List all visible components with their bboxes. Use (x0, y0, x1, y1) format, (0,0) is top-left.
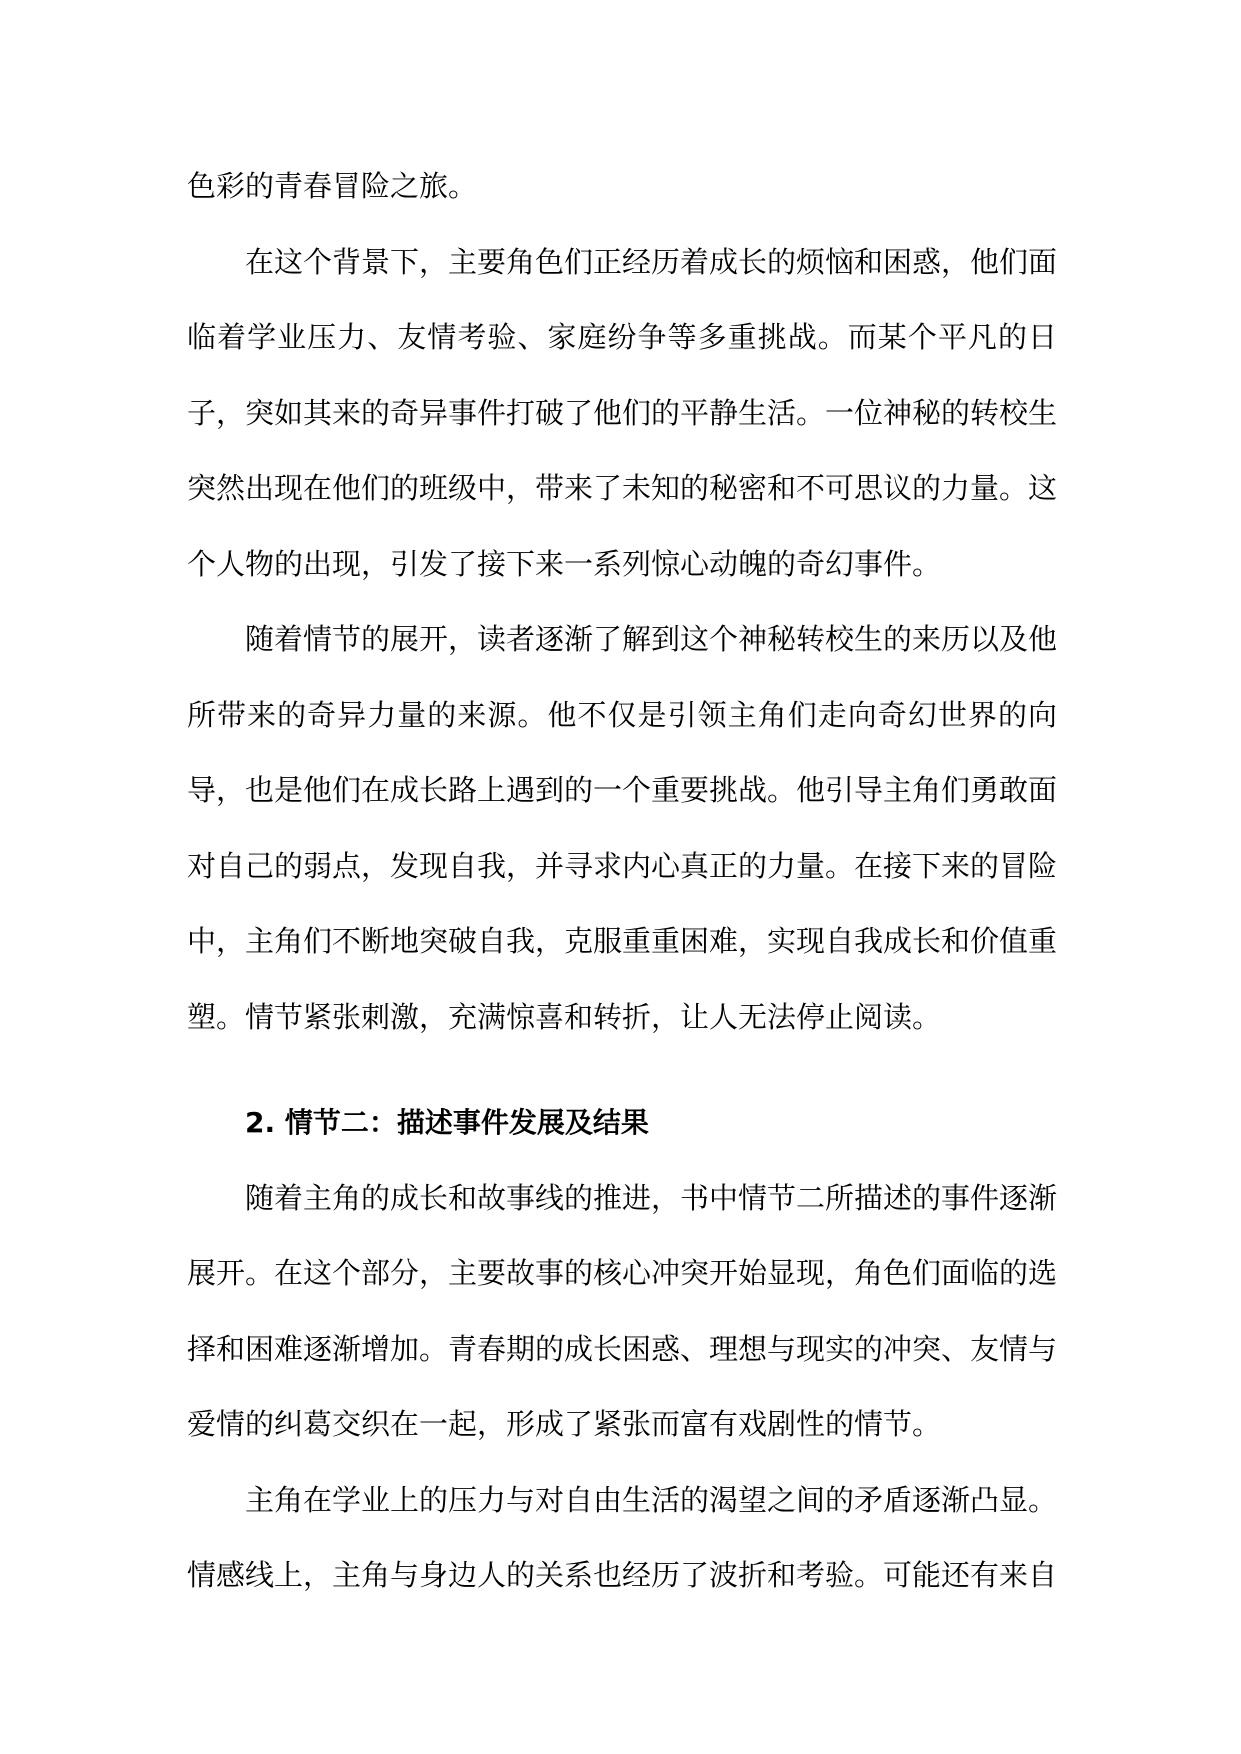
paragraph-continuation: 色彩的青春冒险之旅。 (187, 169, 478, 203)
paragraph-background: 在这个背景下，主要角色们正经历着成长的烦恼和困惑，他们面临着学业压力、友情考验、家庭纷争等多重挑战。而某个平凡的日子，突如其来的奇异事件打破了他们的平静生活。一位神秘的转校生突然出现在他们的班级中，带来了未知的秘密和不可思议的力量。这个人物的出现，引发了接下来一系列惊心动魄的奇幻事件。 (187, 244, 1058, 581)
paragraph-plot-two-intro: 随着主角的成长和故事线的推进，书中情节二所描述的事件逐渐展开。在这个部分，主要故事的核心冲突开始显现，角色们面临的选择和困难逐渐增加。青春期的成长困惑、理想与现实的冲突、友情与爱情的纠葛交织在一起，形成了紧张而富有戏剧性的情节。 (187, 1180, 1058, 1441)
document-body (187, 149, 1057, 1614)
paragraph-plot-development: 随着情节的展开，读者逐渐了解到这个神秘转校生的来历以及他所带来的奇异力量的来源。他不仅是引领主角们走向奇幻世界的向导，也是他们在成长路上遇到的一个重要挑战。他引导主角们勇敢面对自己的弱点，发现自我，并寻求内心真正的力量。在接下来的冒险中，主角们不断地突破自我，克服重重困难，实现自我成长和价值重塑。情节紧张刺激，充满惊喜和转折，让人无法停止阅读。 (187, 622, 1058, 1034)
section-heading: 2. 情节二：描述事件发展及结果 (245, 1106, 649, 1139)
paragraph-plot-two-conflict: 主角在学业上的压力与对自由生活的渴望之间的矛盾逐渐凸显。情感线上，主角与身边人的关系也经历了波折和考验。可能还有来自 (187, 1482, 1058, 1592)
